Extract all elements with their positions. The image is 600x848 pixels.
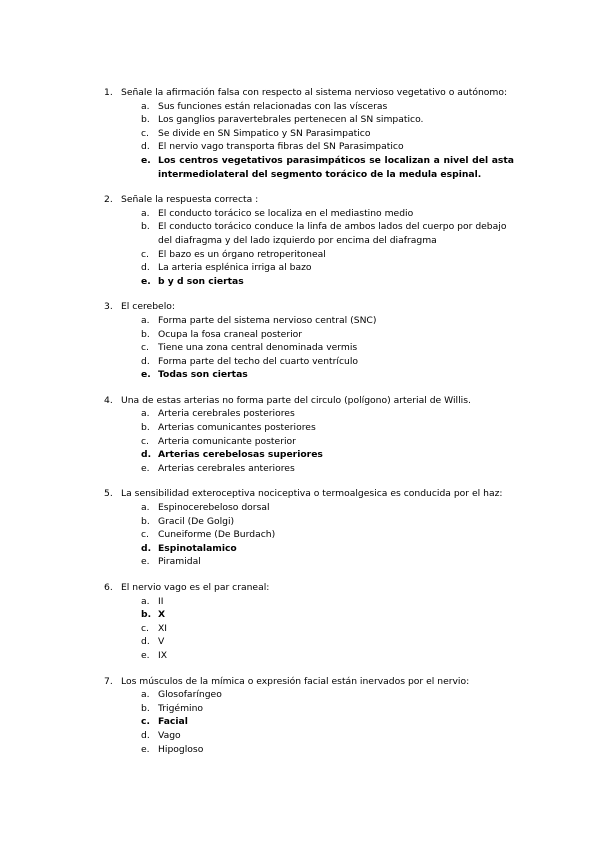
question-2	[0, 193, 600, 288]
answer-option	[0, 127, 600, 141]
option-letter: b.	[141, 422, 150, 434]
correct-option	[0, 448, 600, 462]
answer-option	[0, 113, 600, 127]
answer-option	[0, 314, 600, 328]
answer-option	[0, 435, 600, 449]
question-text: Los músculos de la mímica o expresión facial están inervados por el nervio:	[121, 675, 470, 687]
question-prompt	[0, 300, 600, 314]
option-letter: b.	[141, 702, 150, 714]
option-text: Cuneiforme (De Burdach)	[158, 529, 276, 541]
question-prompt	[0, 675, 600, 689]
option-letter: a.	[141, 207, 150, 219]
option-list	[0, 501, 600, 569]
option-letter: a.	[141, 314, 150, 326]
question-text: El nervio vago es el par craneal:	[121, 582, 270, 593]
answer-option	[0, 622, 600, 636]
option-text: Glosofaríngeo	[158, 689, 222, 701]
option-text: Gracil (De Golgi)	[158, 515, 235, 527]
option-text: Forma parte del sistema nervioso central (SNC)	[158, 314, 377, 326]
option-text: Sus funciones están relacionadas con las vísceras	[158, 100, 388, 112]
option-text: V	[158, 636, 165, 648]
question-text: Señale la respuesta correcta :	[121, 194, 259, 206]
option-text: La arteria esplénica irriga al bazo	[158, 262, 312, 274]
option-text: Arteria cerebrales posteriores	[158, 408, 295, 420]
option-letter: a.	[141, 100, 150, 112]
question-4	[0, 394, 600, 476]
option-text: Los centros vegetativos parasimpáticos se localizan a nivel del asta intermediolateral del segmento torácico de la medula espinal.	[158, 154, 514, 180]
question-7	[0, 675, 600, 757]
option-letter: b.	[141, 328, 150, 340]
option-text: II	[158, 595, 164, 607]
answer-option	[0, 649, 600, 663]
answer-option	[0, 501, 600, 515]
answer-option	[0, 328, 600, 342]
option-text: XI	[158, 622, 168, 634]
option-letter: d.	[141, 729, 150, 741]
option-letter: c.	[141, 127, 149, 139]
question-prompt	[0, 487, 600, 501]
option-letter: a.	[141, 408, 150, 420]
option-letter: d.	[141, 636, 150, 648]
answer-option	[0, 248, 600, 262]
question-number: 2.	[104, 194, 113, 206]
answer-option	[0, 261, 600, 275]
answer-option	[0, 407, 600, 421]
option-list	[0, 207, 600, 289]
option-text: El bazo es un órgano retroperitoneal	[158, 248, 326, 260]
option-letter: e.	[141, 154, 151, 166]
answer-option	[0, 688, 600, 702]
correct-option	[0, 542, 600, 556]
option-letter: d.	[141, 542, 152, 554]
answer-option	[0, 341, 600, 355]
option-letter: c.	[141, 622, 149, 634]
option-list	[0, 314, 600, 382]
option-text: Se divide en SN Simpatico y SN Parasimpatico	[158, 127, 371, 139]
option-text: Hipogloso	[158, 743, 204, 755]
answer-option	[0, 528, 600, 542]
option-letter: b.	[141, 221, 150, 233]
option-letter: d.	[141, 262, 150, 274]
question-text: Señale la afirmación falsa con respecto al sistema nervioso vegetativo o autónomo:	[121, 87, 508, 98]
answer-option	[0, 729, 600, 743]
option-letter: d.	[141, 141, 150, 153]
option-list	[0, 100, 600, 182]
question-text: La sensibilidad exteroceptiva nociceptiva o termoalgesica es conducida por el haz:	[121, 488, 503, 500]
option-text: Arterias cerebrales anteriores	[158, 462, 295, 474]
answer-option	[0, 702, 600, 716]
option-letter: b.	[141, 515, 150, 527]
option-list	[0, 407, 600, 475]
option-text: El nervio vago transporta fibras del SN Parasimpatico	[158, 141, 404, 153]
option-text: Tiene una zona central denominada vermis	[158, 342, 358, 354]
answer-option	[0, 462, 600, 476]
option-letter: e.	[141, 369, 151, 381]
option-list	[0, 688, 600, 756]
answer-option	[0, 555, 600, 569]
option-letter: c.	[141, 529, 149, 541]
option-letter: c.	[141, 716, 150, 728]
question-1	[0, 86, 600, 181]
option-text: Arterias cerebelosas superiores	[158, 449, 323, 461]
option-text: IX	[158, 649, 168, 661]
option-letter: e.	[141, 649, 150, 661]
option-text: Ocupa la fosa craneal posterior	[158, 328, 303, 340]
option-text: El conducto torácico conduce la linfa de ambos lados del cuerpo por debajo del diafragma y del lado izquierdo por encima del diafragma	[158, 221, 507, 246]
option-letter: e.	[141, 743, 150, 755]
option-letter: d.	[141, 355, 150, 367]
answer-option	[0, 355, 600, 369]
question-6	[0, 581, 600, 663]
option-letter: e.	[141, 556, 150, 568]
option-letter: b.	[141, 609, 152, 621]
answer-option	[0, 140, 600, 154]
option-text: Arterias comunicantes posteriores	[158, 422, 316, 434]
question-number: 7.	[104, 675, 113, 687]
answer-option	[0, 743, 600, 757]
answer-option	[0, 635, 600, 649]
question-number: 1.	[104, 87, 113, 98]
question-text: Una de estas arterias no forma parte del circulo (polígono) arterial de Willis.	[121, 394, 471, 406]
option-text: Arteria comunicante posterior	[158, 435, 296, 447]
option-text: Facial	[158, 716, 188, 728]
option-text: b y d son ciertas	[158, 275, 244, 287]
question-prompt	[0, 193, 600, 207]
option-text: El conducto torácico se localiza en el mediastino medio	[158, 207, 414, 219]
option-text: Todas son ciertas	[158, 369, 248, 381]
option-letter: a.	[141, 595, 150, 607]
answer-option	[0, 100, 600, 114]
option-text: Forma parte del techo del cuarto ventrículo	[158, 355, 359, 367]
option-text: Espinotalamico	[158, 542, 237, 554]
answer-option	[0, 207, 600, 221]
option-letter: e.	[141, 275, 151, 287]
correct-option	[0, 154, 600, 181]
question-number: 3.	[104, 301, 113, 313]
answer-option	[0, 421, 600, 435]
option-letter: e.	[141, 462, 150, 474]
question-number: 4.	[104, 394, 113, 406]
question-3	[0, 300, 600, 382]
question-number: 6.	[104, 582, 113, 593]
question-prompt	[0, 581, 600, 595]
question-number: 5.	[104, 488, 113, 500]
option-letter: c.	[141, 435, 149, 447]
option-letter: a.	[141, 502, 150, 514]
correct-option	[0, 608, 600, 622]
option-text: Espinocerebeloso dorsal	[158, 502, 270, 514]
option-text: Trigémino	[158, 702, 204, 714]
question-prompt	[0, 86, 600, 100]
option-text: X	[158, 609, 166, 621]
answer-option	[0, 220, 600, 247]
option-letter: d.	[141, 449, 152, 461]
question-prompt	[0, 394, 600, 408]
option-text: Piramidal	[158, 556, 201, 568]
correct-option	[0, 715, 600, 729]
question-text: El cerebelo:	[121, 301, 175, 313]
option-text: Vago	[158, 729, 181, 741]
answer-option	[0, 595, 600, 609]
correct-option	[0, 368, 600, 382]
correct-option	[0, 275, 600, 289]
option-letter: c.	[141, 248, 149, 260]
question-list	[0, 86, 600, 768]
answer-option	[0, 515, 600, 529]
option-list	[0, 595, 600, 663]
question-5	[0, 487, 600, 569]
option-text: Los ganglios paravertebrales pertenecen al SN simpatico.	[158, 114, 424, 126]
option-letter: a.	[141, 689, 150, 701]
option-letter: c.	[141, 342, 149, 354]
option-letter: b.	[141, 114, 150, 126]
